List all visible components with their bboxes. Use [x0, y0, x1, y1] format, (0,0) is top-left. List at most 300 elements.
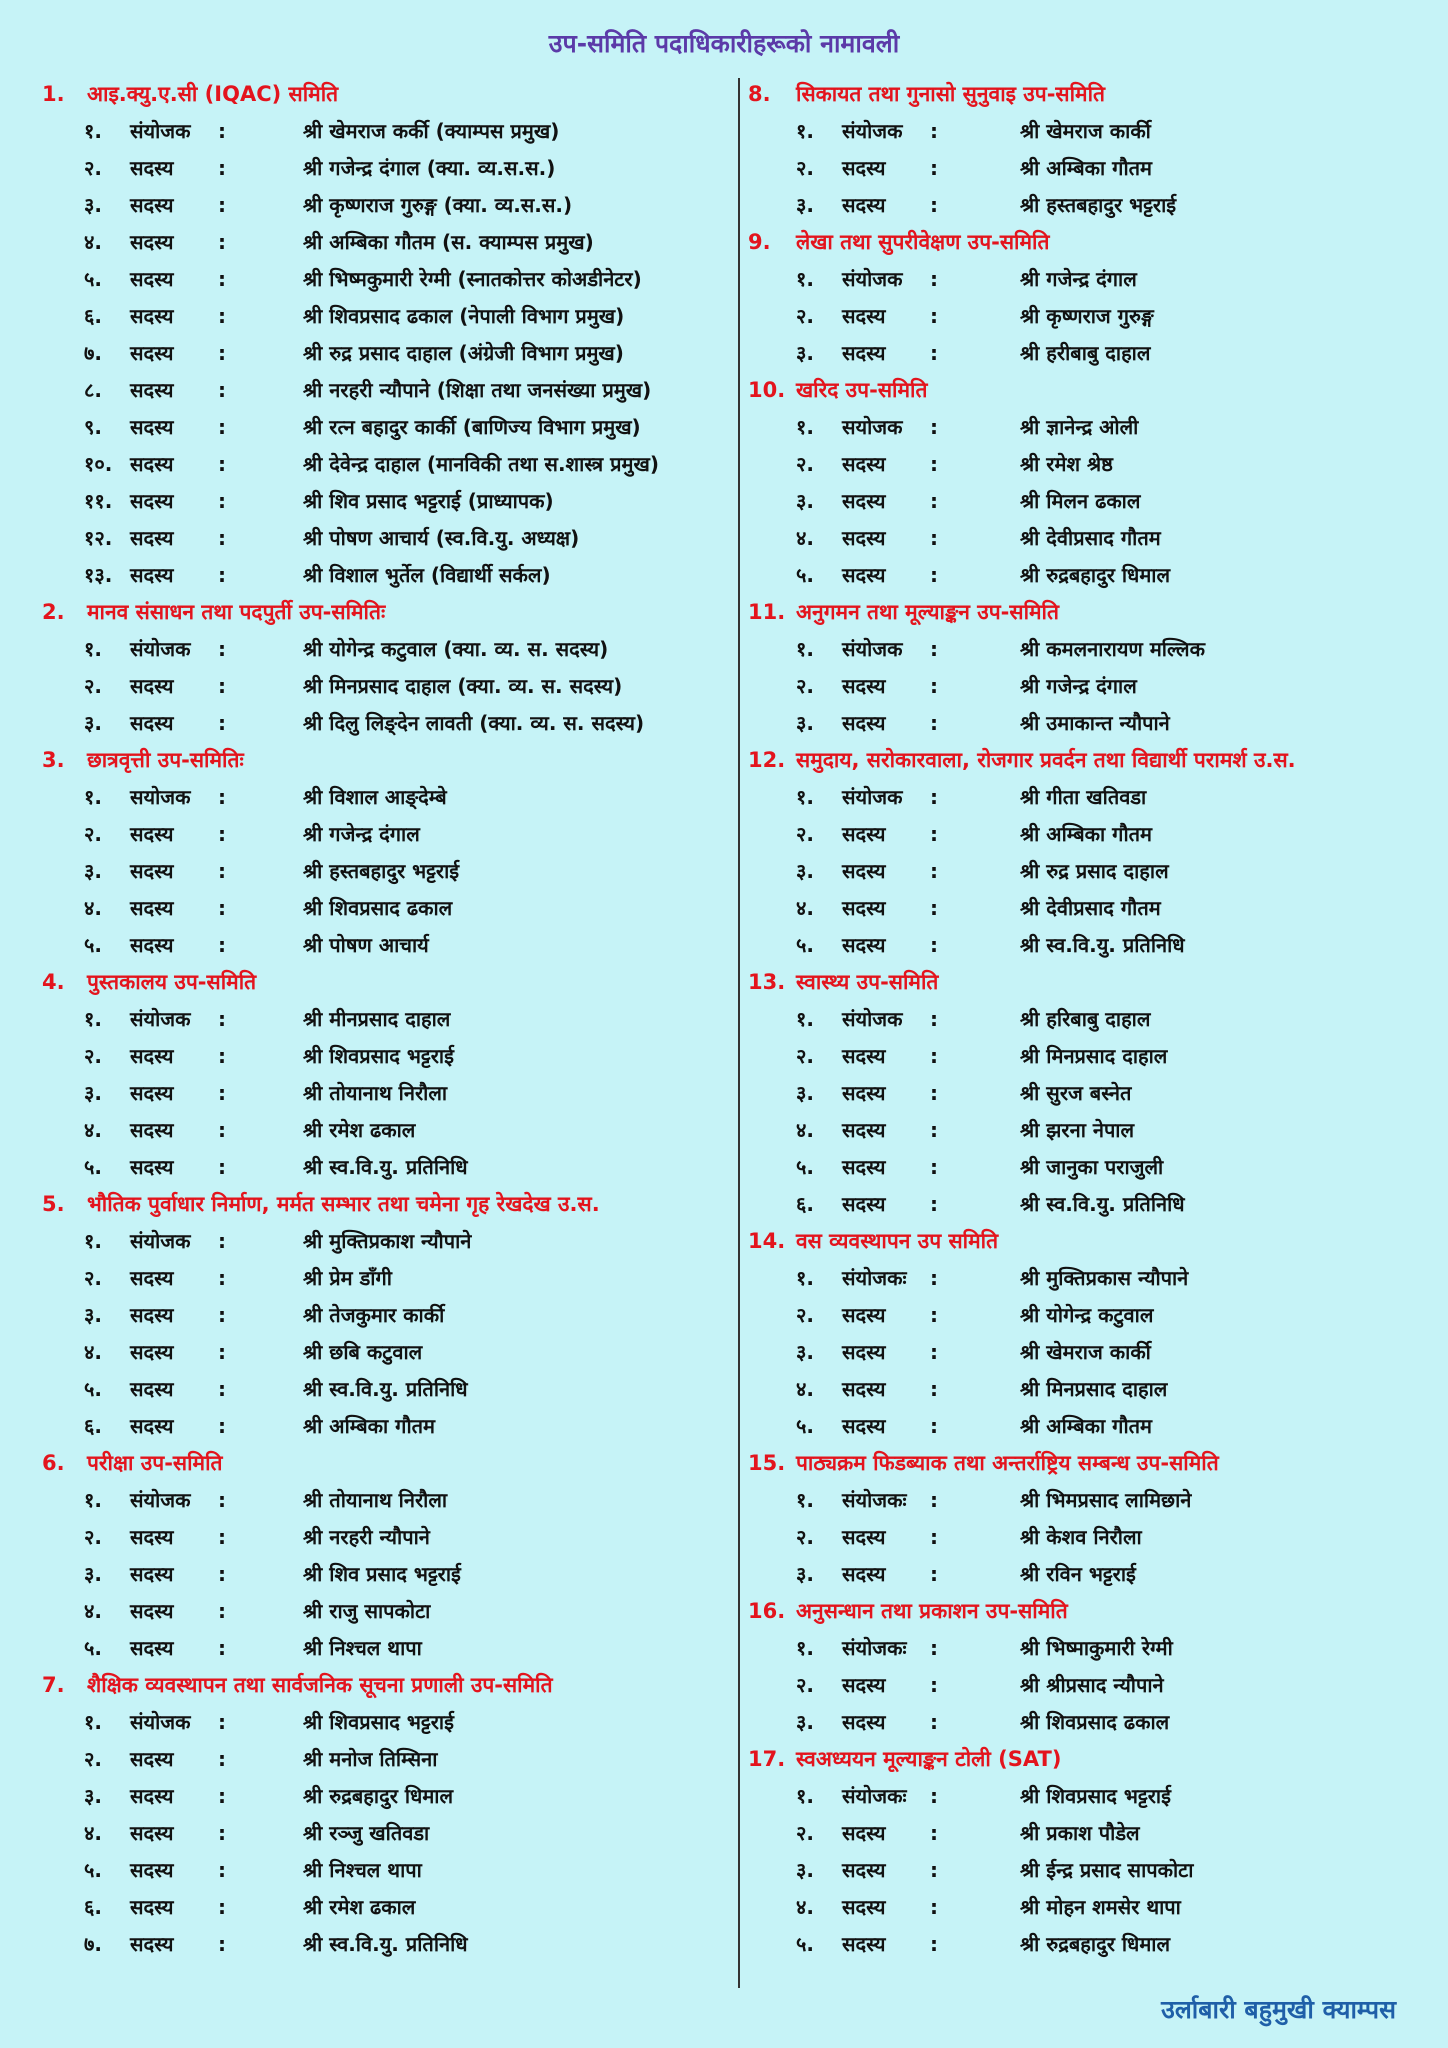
committee-number: 16.: [748, 1599, 786, 1623]
member-name: श्री अम्बिका गौतम (स. क्याम्पस प्रमुख): [303, 230, 594, 254]
role-separator: :: [930, 822, 938, 846]
member-role: सदस्य: [842, 341, 886, 365]
role-separator: :: [218, 1303, 226, 1327]
role-separator: :: [930, 1932, 938, 1956]
member-row: [748, 1260, 1438, 1297]
member-row: [42, 409, 732, 446]
member-name: श्री गीता खतिवडा: [1020, 785, 1147, 809]
committee-number: 5.: [42, 1192, 65, 1216]
member-role: सदस्य: [130, 1895, 174, 1919]
member-role: सदस्य: [130, 1155, 174, 1179]
role-separator: :: [218, 1266, 226, 1290]
member-role: सदस्य: [130, 1562, 174, 1586]
member-name: श्री रमेश ढकाल: [303, 1895, 416, 1919]
member-index: २.: [84, 674, 102, 698]
member-index: ४.: [84, 1821, 102, 1845]
member-row: [748, 520, 1438, 557]
role-separator: :: [218, 378, 226, 402]
member-row: [748, 1075, 1438, 1112]
member-row: [42, 1630, 732, 1667]
member-role: सदस्य: [130, 267, 174, 291]
member-row: [748, 816, 1438, 853]
role-separator: :: [930, 341, 938, 365]
committee-heading: [42, 1186, 732, 1223]
member-row: [748, 557, 1438, 594]
member-index: १.: [796, 1784, 814, 1808]
member-row: [42, 1815, 732, 1852]
member-index: ५.: [796, 933, 814, 957]
member-index: ११.: [84, 489, 113, 513]
member-role: सदस्य: [130, 859, 174, 883]
member-name: श्री श्रीप्रसाद न्यौपाने: [1020, 1673, 1164, 1697]
member-name: श्री मोहन शमसेर थापा: [1020, 1895, 1181, 1919]
member-role: सदस्य: [130, 1932, 174, 1956]
campus-name: उर्लाबारी बहुमुखी क्याम्पस: [1161, 1995, 1396, 2024]
role-separator: :: [930, 711, 938, 735]
committee-block: [42, 742, 732, 964]
member-index: ३.: [84, 1784, 102, 1808]
member-role: संयोजक: [130, 119, 191, 143]
member-row: [42, 816, 732, 853]
member-index: ४.: [796, 896, 814, 920]
member-name: श्री गजेन्द्र दंगाल: [1020, 267, 1137, 291]
member-role: सदस्य: [130, 1266, 174, 1290]
role-separator: :: [930, 1044, 938, 1068]
member-row: [748, 927, 1438, 964]
member-name: श्री मुक्तिप्रकाश न्यौपाने: [303, 1229, 472, 1253]
role-separator: :: [218, 1488, 226, 1512]
member-index: ३.: [796, 1562, 814, 1586]
member-role: सदस्य: [130, 563, 174, 587]
member-row: [42, 372, 732, 409]
member-role: सदस्य: [842, 896, 886, 920]
member-row: [42, 705, 732, 742]
committee-block: [748, 372, 1438, 594]
member-name: श्री देवीप्रसाद गौतम: [1020, 526, 1161, 550]
member-row: [42, 668, 732, 705]
member-role: सदस्य: [130, 156, 174, 180]
member-name: श्री छबि कटुवाल: [303, 1340, 423, 1364]
member-row: [42, 150, 732, 187]
committee-title: भौतिक पुर्वाधार निर्माण, मर्मत सम्भार तथा चमेना गृह रेखदेख उ.स.: [87, 1192, 600, 1216]
role-separator: :: [218, 1710, 226, 1734]
member-index: १०.: [84, 452, 113, 476]
role-separator: :: [930, 1562, 938, 1586]
member-name: श्री स्व.वि.यु. प्रतिनिधि: [303, 1155, 468, 1179]
member-role: सदस्य: [842, 1192, 886, 1216]
committee-title: अनुसन्धान तथा प्रकाशन उप-समिति: [796, 1599, 1068, 1623]
member-index: ६.: [84, 1414, 102, 1438]
member-index: १.: [796, 1488, 814, 1512]
member-index: ६.: [84, 1895, 102, 1919]
member-name: श्री गजेन्द्र दंगाल (क्या. व्य.स.स.): [303, 156, 556, 180]
member-row: [42, 927, 732, 964]
member-row: [748, 1815, 1438, 1852]
member-role: सदस्य: [130, 193, 174, 217]
member-role: सदस्य: [842, 526, 886, 550]
member-index: ६.: [84, 304, 102, 328]
member-index: २.: [84, 1747, 102, 1771]
role-separator: :: [218, 267, 226, 291]
member-index: ५.: [84, 267, 102, 291]
member-name: श्री रमेश श्रेष्ठ: [1020, 452, 1113, 476]
member-row: [748, 1112, 1438, 1149]
member-role: सदस्य: [842, 1044, 886, 1068]
role-separator: :: [218, 1747, 226, 1771]
role-separator: :: [930, 1525, 938, 1549]
member-name: श्री केशव निरौला: [1020, 1525, 1142, 1549]
role-separator: :: [930, 859, 938, 883]
role-separator: :: [930, 1340, 938, 1364]
member-row: [42, 446, 732, 483]
role-separator: :: [930, 1710, 938, 1734]
committee-number: 2.: [42, 600, 65, 624]
member-name: श्री रत्न बहादुर कार्की (बाणिज्य विभाग प्रमुख): [303, 415, 641, 439]
member-row: [42, 1778, 732, 1815]
member-index: २.: [796, 1821, 814, 1845]
role-separator: :: [218, 1932, 226, 1956]
member-role: सदस्य: [842, 1414, 886, 1438]
member-role: सदस्य: [130, 378, 174, 402]
committee-number: 3.: [42, 748, 65, 772]
member-name: श्री तोयानाथ निरौला: [303, 1488, 448, 1512]
committee-number: 13.: [748, 970, 786, 994]
committee-heading: [748, 1741, 1438, 1778]
member-row: [42, 631, 732, 668]
committee-number: 17.: [748, 1747, 786, 1771]
member-index: ३.: [796, 711, 814, 735]
member-role: संयोजक: [842, 637, 903, 661]
role-separator: :: [218, 1155, 226, 1179]
role-separator: :: [218, 1636, 226, 1660]
member-row: [748, 1778, 1438, 1815]
member-name: श्री निश्चल थापा: [303, 1858, 422, 1882]
role-separator: :: [218, 1081, 226, 1105]
member-row: [748, 483, 1438, 520]
member-index: २.: [796, 1673, 814, 1697]
member-role: सदस्य: [842, 1562, 886, 1586]
left-column: [42, 76, 732, 1963]
role-separator: :: [930, 267, 938, 291]
committee-heading: [748, 1445, 1438, 1482]
member-index: १.: [796, 415, 814, 439]
member-role: संयोजक: [130, 637, 191, 661]
committee-heading: [42, 742, 732, 779]
member-role: सदस्य: [842, 1081, 886, 1105]
committee-heading: [748, 372, 1438, 409]
member-row: [42, 335, 732, 372]
member-role: सदस्य: [842, 933, 886, 957]
committee-heading: [748, 76, 1438, 113]
member-name: श्री खेमराज कर्की (क्याम्पस प्रमुख): [303, 119, 560, 143]
member-row: [748, 1852, 1438, 1889]
member-index: १.: [84, 1007, 102, 1031]
member-name: श्री भिष्मकुमारी रेग्मी (स्नातकोत्तर कोअडीनेटर): [303, 267, 642, 291]
member-index: २.: [84, 1266, 102, 1290]
member-row: [748, 1889, 1438, 1926]
role-separator: :: [218, 1007, 226, 1031]
role-separator: :: [930, 1155, 938, 1179]
member-name: श्री प्रेम डाँगी: [303, 1266, 392, 1290]
member-name: श्री मिनप्रसाद दाहाल: [1020, 1044, 1168, 1068]
member-name: श्री भिमप्रसाद लामिछाने: [1020, 1488, 1192, 1512]
committee-title: स्वास्थ्य उप-समिति: [796, 970, 939, 994]
committee-block: [748, 1741, 1438, 1963]
committee-heading: [42, 1667, 732, 1704]
member-index: ४.: [796, 1895, 814, 1919]
member-index: ७.: [84, 341, 102, 365]
member-row: [748, 1297, 1438, 1334]
member-row: [748, 150, 1438, 187]
member-index: १.: [796, 1007, 814, 1031]
committee-title: आइ.क्यु.ए.सी (IQAC) समिति: [87, 82, 339, 106]
member-role: संयोजक: [842, 119, 903, 143]
member-row: [42, 1112, 732, 1149]
member-role: संयोजक: [842, 785, 903, 809]
member-role: सदस्य: [130, 822, 174, 846]
member-index: ३.: [84, 1303, 102, 1327]
committee-block: [42, 76, 732, 594]
role-separator: :: [218, 896, 226, 920]
member-name: श्री अम्बिका गौतम: [1020, 822, 1152, 846]
member-index: २.: [796, 452, 814, 476]
member-index: १.: [796, 785, 814, 809]
role-separator: :: [930, 563, 938, 587]
member-row: [42, 1038, 732, 1075]
member-name: श्री स्व.वि.यु. प्रतिनिधि: [303, 1932, 468, 1956]
member-name: श्री कृष्णराज गुरुङ्ग: [1020, 304, 1154, 328]
role-separator: :: [930, 1784, 938, 1808]
role-separator: :: [930, 452, 938, 476]
member-index: ३.: [796, 1710, 814, 1734]
member-name: श्री गजेन्द्र दंगाल: [303, 822, 420, 846]
member-name: श्री मनोज तिम्सिना: [303, 1747, 438, 1771]
role-separator: :: [930, 1673, 938, 1697]
committee-number: 4.: [42, 970, 65, 994]
member-role: संयोजक: [130, 1007, 191, 1031]
member-role: सदस्य: [130, 1340, 174, 1364]
member-name: श्री कृष्णराज गुरुङ्ग (क्या. व्य.स.स.): [303, 193, 573, 217]
member-index: १.: [796, 637, 814, 661]
member-index: ३.: [796, 341, 814, 365]
member-role: सदस्य: [130, 1636, 174, 1660]
role-separator: :: [930, 415, 938, 439]
member-index: ४.: [84, 1118, 102, 1142]
role-separator: :: [218, 1340, 226, 1364]
member-index: ४.: [84, 230, 102, 254]
member-role: सदस्य: [842, 1155, 886, 1179]
member-row: [42, 298, 732, 335]
committee-heading: [42, 76, 732, 113]
committee-title: शैक्षिक व्यवस्थापन तथा सार्वजनिक सूचना प्रणाली उप-समिति: [87, 1673, 553, 1697]
member-role: संयोजक: [130, 1710, 191, 1734]
member-name: श्री योगेन्द्र कटुवाल: [1020, 1303, 1154, 1327]
member-row: [42, 1408, 732, 1445]
member-role: सदस्य: [130, 341, 174, 365]
role-separator: :: [218, 1562, 226, 1586]
role-separator: :: [930, 526, 938, 550]
committee-heading: [748, 1223, 1438, 1260]
member-index: १.: [84, 1488, 102, 1512]
role-separator: :: [930, 637, 938, 661]
role-separator: :: [218, 563, 226, 587]
role-separator: :: [218, 637, 226, 661]
committee-block: [42, 964, 732, 1186]
member-row: [748, 1038, 1438, 1075]
member-index: २.: [796, 822, 814, 846]
member-name: श्री देवीप्रसाद गौतम: [1020, 896, 1161, 920]
committee-number: 14.: [748, 1229, 786, 1253]
member-role: सदस्य: [130, 415, 174, 439]
member-name: श्री स्व.वि.यु. प्रतिनिधि: [1020, 933, 1185, 957]
member-name: श्री प्रकाश पौडेल: [1020, 1821, 1140, 1845]
role-separator: :: [218, 1821, 226, 1845]
member-name: श्री पोषण आचार्य (स्व.वि.यु. अध्यक्ष): [303, 526, 580, 550]
committee-heading: [42, 964, 732, 1001]
member-index: ५.: [796, 1414, 814, 1438]
member-row: [42, 779, 732, 816]
member-name: श्री रविन भट्टराई: [1020, 1562, 1136, 1586]
committee-number: 8.: [748, 82, 771, 106]
member-name: श्री स्व.वि.यु. प्रतिनिधि: [1020, 1192, 1185, 1216]
committee-heading: [748, 964, 1438, 1001]
role-separator: :: [218, 822, 226, 846]
role-separator: :: [218, 1044, 226, 1068]
member-role: सदस्य: [842, 489, 886, 513]
member-role: सदस्य: [130, 674, 174, 698]
committee-number: 7.: [42, 1673, 65, 1697]
role-separator: :: [930, 1118, 938, 1142]
committee-number: 6.: [42, 1451, 65, 1475]
member-index: ३.: [796, 1858, 814, 1882]
member-name: श्री ईन्द्र प्रसाद सापकोटा: [1020, 1858, 1194, 1882]
member-name: श्री खेमराज कार्की: [1020, 119, 1151, 143]
role-separator: :: [930, 1821, 938, 1845]
member-row: [42, 1704, 732, 1741]
member-name: श्री अम्बिका गौतम: [303, 1414, 435, 1438]
member-row: [42, 1593, 732, 1630]
member-row: [42, 483, 732, 520]
member-name: श्री हस्तबहादुर भट्टराई: [1020, 193, 1177, 217]
member-index: ६.: [796, 1192, 814, 1216]
member-role: सदस्य: [842, 711, 886, 735]
role-separator: :: [930, 1266, 938, 1290]
committee-heading: [748, 224, 1438, 261]
member-role: सदस्य: [842, 1303, 886, 1327]
member-row: [42, 1001, 732, 1038]
member-row: [748, 1519, 1438, 1556]
member-role: सदस्य: [130, 230, 174, 254]
member-row: [748, 853, 1438, 890]
member-row: [42, 187, 732, 224]
member-name: श्री स्व.वि.यु. प्रतिनिधि: [303, 1377, 468, 1401]
member-role: संयोजकः: [842, 1784, 907, 1808]
member-index: २.: [796, 1044, 814, 1068]
committee-title: अनुगमन तथा मूल्याङ्कन उप-समिति: [796, 600, 1059, 624]
committee-heading: [748, 594, 1438, 631]
role-separator: :: [930, 1895, 938, 1919]
member-row: [748, 890, 1438, 927]
role-separator: :: [218, 1118, 226, 1142]
member-row: [748, 187, 1438, 224]
role-separator: :: [218, 1858, 226, 1882]
member-index: ५.: [84, 1858, 102, 1882]
role-separator: :: [218, 119, 226, 143]
member-index: ३.: [84, 1081, 102, 1105]
member-index: २.: [84, 1525, 102, 1549]
role-separator: :: [218, 1414, 226, 1438]
committee-block: [42, 1667, 732, 1963]
member-name: श्री शिवप्रसाद भट्टराई: [1020, 1784, 1171, 1808]
member-role: सदस्य: [842, 193, 886, 217]
member-name: श्री देवेन्द्र दाहाल (मानविकी तथा स.शास्त्र प्रमुख): [303, 452, 659, 476]
member-name: श्री पोषण आचार्य: [303, 933, 429, 957]
member-index: ४.: [84, 1599, 102, 1623]
committee-block: [748, 742, 1438, 964]
member-name: श्री शिवप्रसाद भट्टराई: [303, 1044, 454, 1068]
member-role: सयोजक: [130, 785, 191, 809]
committee-block: [748, 1593, 1438, 1741]
member-index: १२.: [84, 526, 113, 550]
member-index: २.: [796, 304, 814, 328]
member-row: [748, 1926, 1438, 1963]
committee-heading: [748, 742, 1438, 779]
member-row: [42, 1149, 732, 1186]
member-index: ५.: [796, 563, 814, 587]
member-row: [748, 261, 1438, 298]
member-row: [42, 853, 732, 890]
member-row: [748, 298, 1438, 335]
member-role: सदस्य: [130, 1525, 174, 1549]
page-title: उप-समिति पदाधिकारीहरूको नामावली: [548, 29, 900, 58]
member-row: [42, 1223, 732, 1260]
member-role: सदस्य: [842, 1673, 886, 1697]
member-index: ७.: [84, 1932, 102, 1956]
member-role: सयोजक: [842, 415, 903, 439]
member-index: ४.: [84, 896, 102, 920]
member-name: श्री झरना नेपाल: [1020, 1118, 1135, 1142]
member-role: सदस्य: [130, 1784, 174, 1808]
member-name: श्री खेमराज कार्की: [1020, 1340, 1151, 1364]
committee-title: वस व्यवस्थापन उप समिति: [796, 1229, 999, 1253]
member-role: सदस्य: [842, 1821, 886, 1845]
member-index: ३.: [796, 1081, 814, 1105]
role-separator: :: [930, 896, 938, 920]
role-separator: :: [930, 1488, 938, 1512]
member-role: सदस्य: [130, 526, 174, 550]
member-role: सदस्य: [130, 1858, 174, 1882]
member-name: श्री विशाल भुर्तेल (विद्यार्थी सर्कल): [303, 563, 551, 587]
member-row: [42, 1889, 732, 1926]
member-name: श्री मिनप्रसाद दाहाल (क्या. व्य. स. सदस्य): [303, 674, 623, 698]
committee-block: [748, 1223, 1438, 1445]
committee-heading: [42, 1445, 732, 1482]
member-row: [42, 1852, 732, 1889]
committee-heading: [748, 1593, 1438, 1630]
committee-number: 10.: [748, 378, 786, 402]
role-separator: :: [218, 230, 226, 254]
member-name: श्री तोयानाथ निरौला: [303, 1081, 448, 1105]
member-index: ४.: [796, 1377, 814, 1401]
role-separator: :: [218, 341, 226, 365]
member-role: सदस्य: [130, 1044, 174, 1068]
role-separator: :: [218, 415, 226, 439]
committee-number: 9.: [748, 230, 771, 254]
member-index: २.: [796, 1303, 814, 1327]
member-index: २.: [84, 1044, 102, 1068]
committee-block: [42, 594, 732, 742]
member-role: संयोजक: [842, 267, 903, 291]
